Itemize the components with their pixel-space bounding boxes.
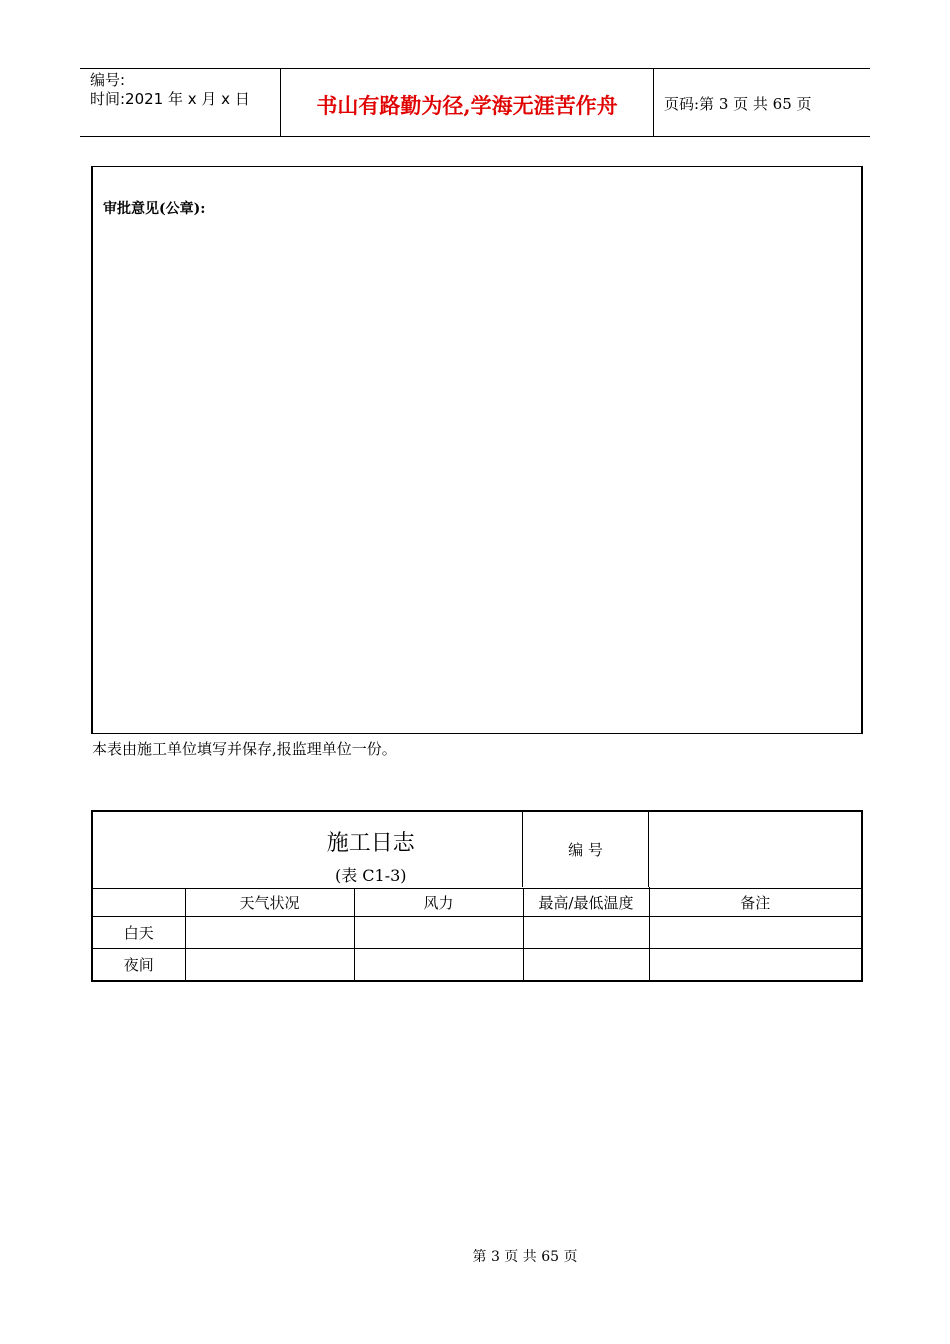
header-page-number: 页码:第 3 页 共 65 页 bbox=[664, 95, 812, 113]
column-header: 风力 bbox=[354, 889, 523, 917]
column-header bbox=[92, 889, 185, 917]
approval-label: 审批意见(公章): bbox=[103, 201, 206, 217]
weather-cell[interactable] bbox=[185, 949, 354, 982]
column-header: 备注 bbox=[649, 889, 862, 917]
temperature-cell[interactable] bbox=[523, 917, 649, 949]
weather-cell[interactable] bbox=[185, 917, 354, 949]
page-header bbox=[80, 68, 870, 137]
remark-cell[interactable] bbox=[649, 917, 862, 949]
table-header-row bbox=[92, 889, 862, 917]
row-label: 夜间 bbox=[92, 949, 185, 982]
table-row bbox=[92, 949, 862, 982]
time-label: 时间:2021 年 x 月 x 日 bbox=[90, 90, 250, 108]
code-label: 编号: bbox=[90, 71, 126, 89]
wind-cell[interactable] bbox=[354, 949, 523, 982]
table-row bbox=[92, 917, 862, 949]
code-label-cell bbox=[522, 812, 649, 887]
code-value-cell[interactable] bbox=[649, 812, 861, 887]
column-header: 最高/最低温度 bbox=[523, 889, 649, 917]
form-note: 本表由施工单位填写并保存,报监理单位一份。 bbox=[92, 740, 397, 758]
header-motto: 书山有路勤为径,学海无涯苦作舟 bbox=[281, 69, 654, 136]
log-subtitle: (表 C1-3) bbox=[334, 866, 407, 885]
log-title: 施工日志 bbox=[326, 831, 415, 856]
wind-cell[interactable] bbox=[354, 917, 523, 949]
temperature-cell[interactable] bbox=[523, 949, 649, 982]
code-label-text: 编 号 bbox=[568, 841, 603, 859]
column-header: 天气状况 bbox=[185, 889, 354, 917]
approval-box bbox=[91, 166, 863, 734]
page-footer: 第 3 页 共 65 页 bbox=[472, 1249, 578, 1265]
header-meta bbox=[80, 69, 281, 136]
row-label: 白天 bbox=[92, 917, 185, 949]
remark-cell[interactable] bbox=[649, 949, 862, 982]
